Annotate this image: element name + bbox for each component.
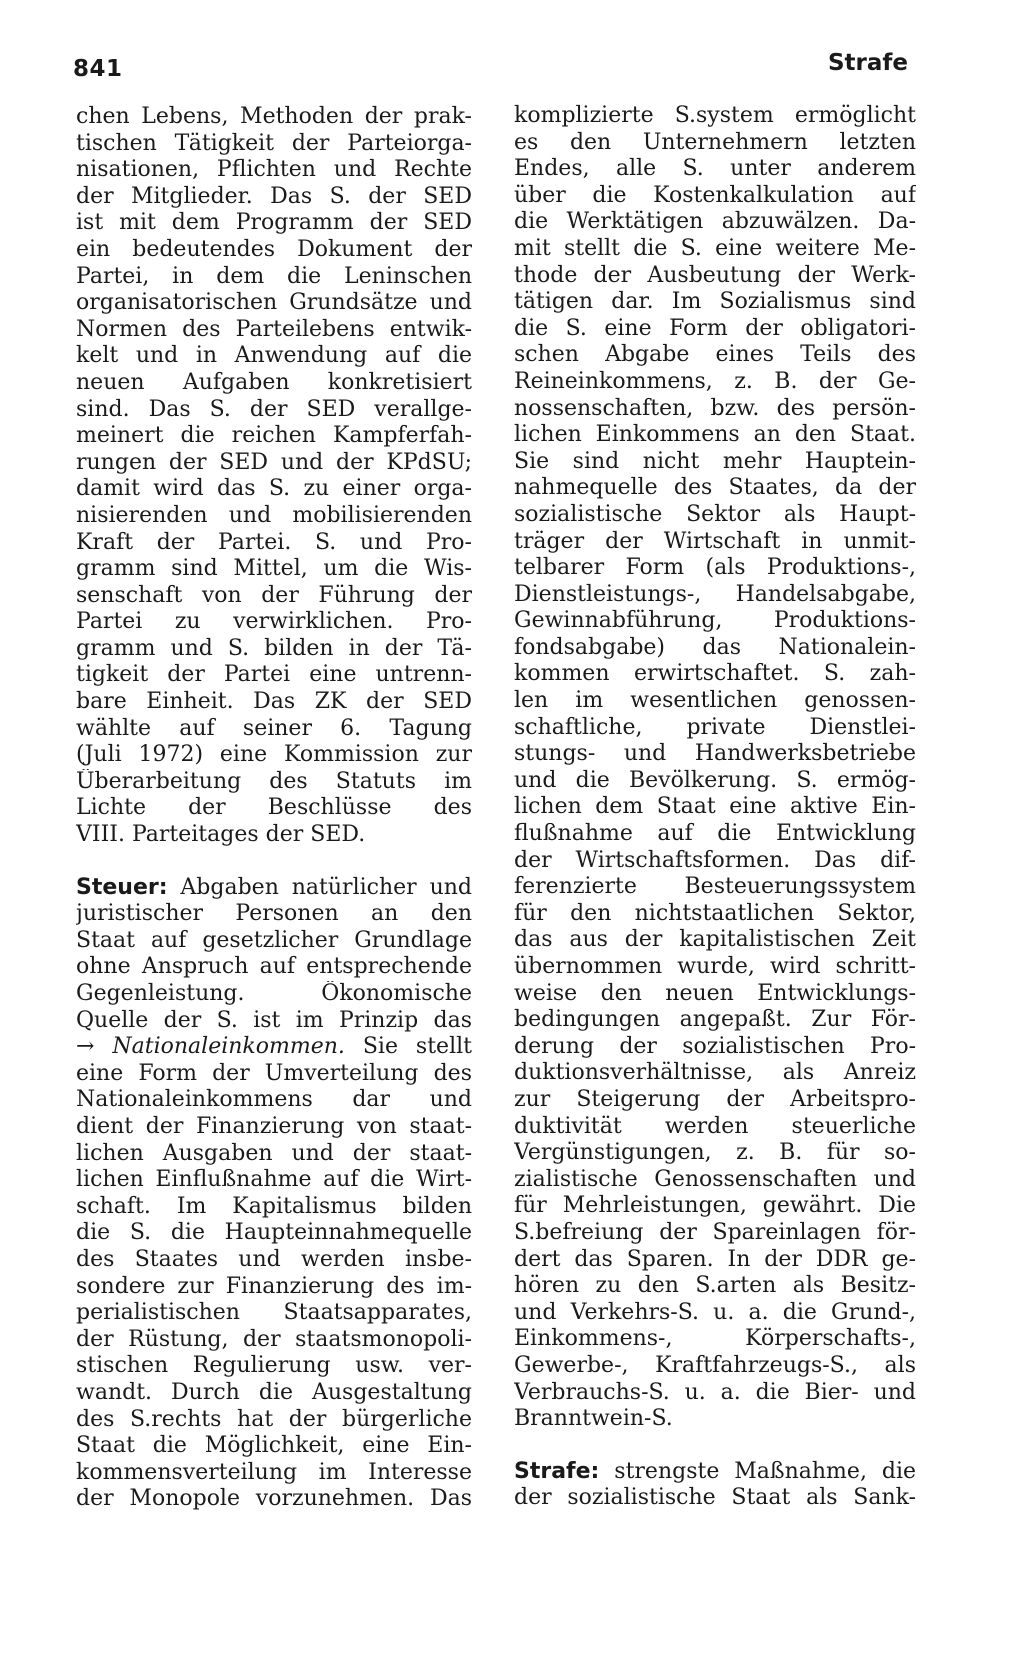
text-line: thode der Ausbeutung der Werk- [514,262,916,288]
text-line: sozialistische Sektor als Haupt- [514,501,916,527]
left-column [76,104,472,1513]
text-line: Verbrauchs-S. u. a. die Bier- und [514,1379,916,1405]
text-line: die S. eine Form der obligatori- [514,315,916,341]
text-line: Einkommens-, Körperschafts-, [514,1326,916,1352]
text-line: telbarer Form (als Produktions-, [514,555,916,581]
text-line: ein bedeutendes Dokument der [76,236,472,262]
text-line: bedingungen angepaßt. Zur För- [514,1007,916,1033]
entry-headword-steuer: Steuer: [76,874,168,900]
text-line: und Verkehrs-S. u. a. die Grund-, [514,1299,916,1325]
text-line: Branntwein-S. [514,1406,673,1432]
text-line: Staat die Möglichkeit, eine Ein- [76,1433,472,1459]
text-line: flußnahme auf die Entwicklung [514,821,916,847]
text-fragment: strengste Maßnahme, die [599,1458,916,1484]
text-line: die Werktätigen abzuwälzen. Da- [514,209,916,235]
text-line: weise den neuen Entwicklungs- [514,980,916,1006]
paragraph-gap [514,1433,916,1459]
text-line: kommensverteilung im Interesse [76,1459,472,1485]
text-line: lichen Einkommens an den Staat. [514,422,916,448]
text-line: stungs- und Handwerksbetriebe [514,741,916,767]
text-line: mit stellt die S. eine weitere Me- [514,235,916,261]
text-line: schen Abgabe eines Teils des [514,342,916,368]
text-line: senschaft von der Führung der [76,582,472,608]
text-line: lichen dem Staat eine aktive Ein- [514,794,916,820]
text-line: des S.rechts hat der bürgerliche [76,1406,472,1432]
text-line: wandt. Durch die Ausgestaltung [76,1379,472,1405]
text-line: ist mit dem Programm der SED [76,210,472,236]
text-line: komplizierte S.system ermöglicht [514,103,916,128]
text-line: Gewinnabführung, Produktions- [514,608,916,634]
text-line: gramm und S. bilden in der Tä- [76,635,472,661]
text-line: Dienstleistungs-, Handelsabgabe, [514,581,916,607]
text-line: Lichte der Beschlüsse des [76,795,472,821]
entry-body [76,901,472,1034]
text-line: eine Form der Umverteilung des [76,1060,472,1086]
text-line: tigkeit der Partei eine untrenn- [76,662,472,688]
text-line: tischen Tätigkeit der Parteiorga- [76,130,472,156]
text-line: Partei zu verwirklichen. Pro- [76,609,472,635]
text-line: tätigen dar. Im Sozialismus sind [514,289,916,315]
text-line: und die Bevölkerung. S. ermög- [514,767,916,793]
text-line: der Wirtschaftsformen. Das dif- [514,847,916,873]
cross-reference-link[interactable]: Nationaleinkommen. [112,1034,345,1060]
paragraph-gap [76,849,472,875]
text-line: duktionsverhältnisse, als Anreiz [514,1060,916,1086]
text-line [514,1459,916,1486]
steuer-continuation [514,103,916,1433]
text-line: Sie sind nicht mehr Hauptein- [514,448,916,474]
entry-body [514,1485,916,1512]
text-line: dient der Finanzierung von staat- [76,1113,472,1139]
text-line: sind. Das S. der SED verallge- [76,396,472,422]
text-line: für den nichtstaatlichen Sektor, [514,900,916,926]
text-line: ohne Anspruch auf entsprechende [76,954,472,980]
text-line: lichen Einflußnahme auf die Wirt- [76,1167,472,1193]
statut-paragraph-continuation [76,104,472,849]
text-line: fondsabgabe) das Nationalein- [514,634,916,660]
text-line: Staat auf gesetzlicher Grundlage [76,927,472,953]
text-line: der Rüstung, der staatsmonopoli- [76,1326,472,1352]
text-line: neuen Aufgaben konkretisiert [76,369,472,395]
text-line: nisationen, Pflichten und Rechte [76,157,472,183]
text-line: len im wesentlichen genossen- [514,688,916,714]
text-line: stischen Regulierung usw. ver- [76,1353,472,1379]
text-line: perialistischen Staatsapparates, [76,1300,472,1326]
text-line: duktivität werden steuerliche [514,1113,916,1139]
text-line: kommen erwirtschaftet. S. zah- [514,661,916,687]
text-line: Nationaleinkommens dar und [76,1087,472,1113]
text-line: das aus der kapitalistischen Zeit [514,927,916,953]
text-line: Kraft der Partei. S. und Pro- [76,529,472,555]
text-line: Partei, in dem die Leninschen [76,263,472,289]
text-line: nisierenden und mobilisierenden [76,502,472,528]
text-line: Vergünstigungen, z. B. für so- [514,1140,916,1166]
text-line: der sozialistische Staat als Sank- [514,1485,916,1511]
text-line: S.befreiung der Spareinlagen för- [514,1219,916,1245]
cross-reference-arrow-icon: → [76,1034,95,1060]
right-column [514,103,916,1512]
text-line: Gewerbe-, Kraftfahrzeugs-S., als [514,1352,916,1378]
text-line: Endes, alle S. unter anderem [514,156,916,182]
text-line: der Monopole vorzunehmen. Das [76,1486,472,1512]
text-line: hören zu den S.arten als Besitz- [514,1273,916,1299]
text-line: kelt und in Anwendung auf die [76,343,472,369]
text-line: übernommen wurde, wird schritt- [514,954,916,979]
text-line: rungen der SED und der KPdSU; [76,449,472,475]
text-line: ferenzierte Besteuerungssystem [514,874,916,900]
text-line: damit wird das S. zu einer orga- [76,476,472,502]
text-line: Normen des Parteilebens entwik- [76,316,472,342]
page-number: 841 [73,56,123,82]
text-line: zur Steigerung der Arbeitspro- [514,1086,916,1112]
text-line: träger der Wirtschaft in unmit- [514,528,916,554]
text-line: gramm sind Mittel, um die Wis- [76,556,472,582]
entry-body [76,1061,472,1513]
text-line: der Mitglieder. Das S. der SED [76,183,472,209]
text-line: Gegenleistung. Ökonomische [76,981,472,1006]
text-line: wählte auf seiner 6. Tagung [76,715,472,741]
text-line: meinert die reichen Kampferfah- [76,423,472,449]
text-line: bare Einheit. Das ZK der SED [76,689,472,715]
text-line: organisatorischen Grundsätze und [76,290,472,316]
text-line: (Juli 1972) eine Kommission zur [76,742,472,768]
text-fragment: Abgaben natürlicher und [167,874,472,900]
text-line: juristischer Personen an den [76,901,472,927]
text-line: nossenschaften, bzw. des persön- [514,395,916,421]
text-fragment: Sie stellt [344,1034,472,1060]
text-line: Überarbeitung des Statuts im [76,768,472,794]
text-line: für Mehrleistungen, gewährt. Die [514,1193,916,1219]
running-head: Strafe [827,50,908,76]
text-line: sondere zur Finanzierung des im- [76,1273,472,1299]
text-line: lichen Ausgaben und der staat- [76,1140,472,1166]
text-line: zialistische Genossenschaften und [514,1166,916,1192]
text-line: es den Unternehmern letzten [514,129,916,155]
text-line: des Staates und werden insbe- [76,1246,472,1272]
entry-strafe [514,1459,916,1512]
text-line: schaftliche, private Dienstlei- [514,714,916,740]
text-line: Quelle der S. ist im Prinzip das [76,1007,472,1033]
text-line: derung der sozialistischen Pro- [514,1033,916,1059]
text-line [76,875,472,902]
text-line: VIII. Parteitages der SED. [76,822,366,848]
text-line: die S. die Haupteinnahmequelle [76,1220,472,1246]
entry-headword-strafe: Strafe: [514,1458,600,1484]
text-line [76,1034,472,1061]
text-line: nahmequelle des Staates, da der [514,475,916,501]
text-line: über die Kostenkalkulation auf [514,182,916,208]
text-line: dert das Sparen. In der DDR ge- [514,1246,916,1272]
text-line: Reineinkommens, z. B. der Ge- [514,368,916,394]
text-line: chen Lebens, Methoden der prak- [76,104,472,129]
text-line: schaft. Im Kapitalismus bilden [76,1193,472,1219]
entry-steuer [76,875,472,1513]
